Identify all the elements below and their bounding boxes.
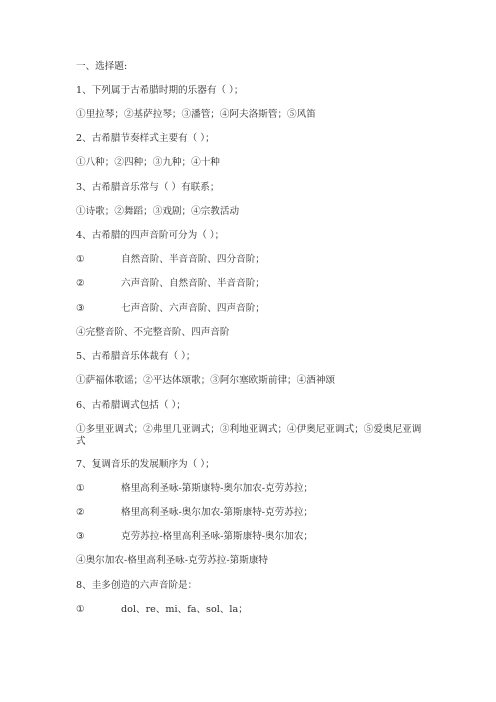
question-4-option-tail: ④完整音阶、不完整音阶、四声音阶 bbox=[76, 327, 230, 338]
question-6: 6、古希腊调式包括（ ）； bbox=[76, 400, 186, 411]
option-text: 格里高利圣咏-奥尔加农-第斯康特-克劳苏拉； bbox=[121, 507, 314, 518]
option-number: ① bbox=[76, 254, 85, 265]
question-5: 5、古希腊音乐体裁有（ ）； bbox=[76, 351, 196, 362]
option-text: 自然音阶、半音音阶、四分音阶； bbox=[121, 254, 265, 265]
question-8: 8、圭多创造的六声音阶是： bbox=[76, 580, 198, 591]
question-3-options: ①诗歌；②舞蹈；③戏剧；④宗教活动 bbox=[76, 206, 240, 217]
question-7-option bbox=[76, 531, 426, 543]
question-6-options: ①多里亚调式；②弗里几亚调式；③利地亚调式；④伊奥尼亚调式；⑤爱奥尼亚调式 bbox=[76, 424, 422, 447]
option-text: dol、re、mi、fa、sol、la； bbox=[121, 604, 248, 615]
option-text: 七声音阶、六声音阶、四声音阶； bbox=[121, 303, 265, 314]
question-7: 7、复调音乐的发展顺序为（ ）； bbox=[76, 459, 215, 470]
option-number: ① bbox=[76, 483, 85, 494]
question-1: 1、下列属于古希腊时期的乐器有（ ）； bbox=[76, 85, 244, 96]
option-text: 六声音阶、自然音阶、半音音阶； bbox=[121, 278, 265, 289]
question-1-options: ①里拉琴；②基萨拉琴；③潘管；④阿夫洛斯管；⑤风笛 bbox=[76, 109, 316, 120]
question-2: 2、古希腊节奏样式主要有（ ）； bbox=[76, 133, 215, 144]
question-3: 3、古希腊音乐常与（ ）有联系； bbox=[76, 182, 220, 193]
option-text: 格里高利圣咏-第斯康特-奥尔加农-克劳苏拉； bbox=[121, 483, 314, 494]
section-title: 一、选择题: bbox=[76, 61, 128, 72]
question-2-options: ①八种；②四种；③九种；④十种 bbox=[76, 157, 220, 168]
question-7-option bbox=[76, 483, 426, 495]
question-7-option bbox=[76, 507, 426, 519]
option-number: ② bbox=[76, 278, 85, 289]
option-number: ② bbox=[76, 507, 85, 518]
question-4-option bbox=[76, 278, 426, 290]
question-4-option bbox=[76, 254, 426, 266]
question-7-option-tail: ④奥尔加农-格里高利圣咏-克劳苏拉-第斯康特 bbox=[76, 555, 269, 566]
question-5-options: ①萨福体歌谣；②平达体颂歌；③阿尔塞欧斯前律；④酒神颂 bbox=[76, 375, 336, 386]
question-4: 4、古希腊的四声音阶可分为（ ）； bbox=[76, 230, 225, 241]
question-8-option bbox=[76, 604, 426, 616]
question-4-option bbox=[76, 303, 426, 315]
option-number: ③ bbox=[76, 303, 85, 314]
option-number: ① bbox=[76, 604, 85, 615]
option-text: 克劳苏拉-格里高利圣咏-第斯康特-奥尔加农； bbox=[121, 531, 314, 542]
option-number: ③ bbox=[76, 531, 85, 542]
